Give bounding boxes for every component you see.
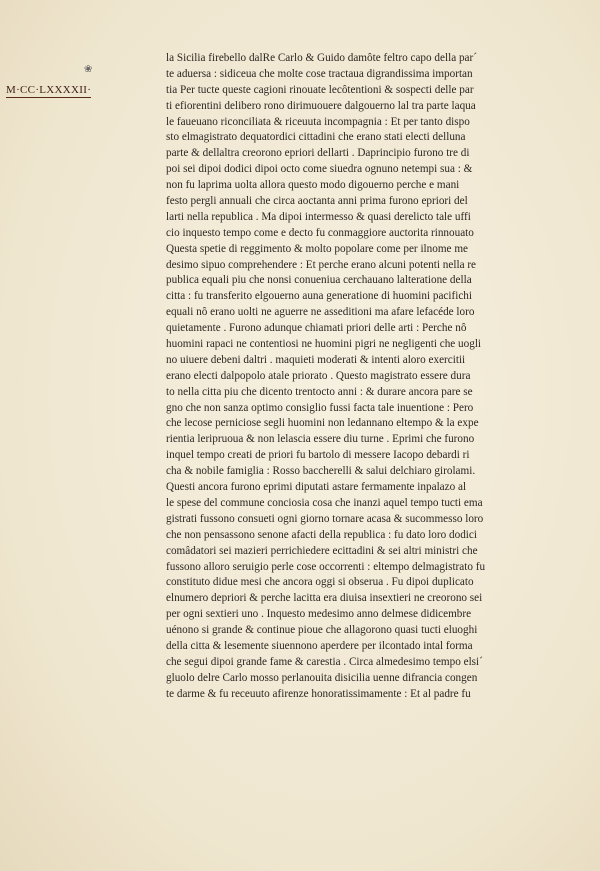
text-line: sto elmagistrato dequatordici cittadini che erano stati electi delluna xyxy=(166,131,466,144)
text-line: rientia leripruoua & non lelascia essere diu turne . Eprimi che furono xyxy=(166,433,475,446)
text-line: per ogni sextieri uno . Inquesto medesimo anno delmese didicembre xyxy=(166,608,472,621)
gutter-ornament: ❀ xyxy=(84,64,93,75)
text-line: huomini rapaci ne contentiosi ne huomini pigri ne negligenti che uogli xyxy=(166,338,482,351)
text-line: le faueuano riconciliata & riceuuta incompagnia : Et per tanto dispo xyxy=(166,115,470,128)
text-line: poi sei dipoi dodici dipoi octo come siuedra ognuno netempi sua : & xyxy=(166,163,473,176)
text-line: uénono si grande & continue pioue che allagorono quasi tucti eluoghi xyxy=(166,624,478,637)
text-line: larti nella republica . Ma dipoi intermesso & quasi derelicto tale uffi xyxy=(166,210,471,223)
text-line: erano electi dalpopolo atale priorato . Questo magistrato essere dura xyxy=(166,369,471,382)
text-line: publica equali piu che nonsi conueniua cerchauano lalteratione della xyxy=(166,274,472,287)
text-line: parte & dellaltra creorono epriori dellarti . Daprincipio furono tre di xyxy=(166,147,470,160)
text-line: della citta & lesemente siuennono aperdere per ilcontado intal forma xyxy=(166,639,473,652)
text-line: equali nô erano uolti ne aguerre ne asseditioni ma afare lefacéde loro xyxy=(166,306,475,319)
text-line: elnumero depriori & perche lacitta era diuisa insextieri ne creorono sei xyxy=(166,592,483,605)
body-text xyxy=(166,51,558,703)
text-line: te darme & fu receuuto afirenze honoratissimamente : Et al padre fu xyxy=(166,687,471,700)
marginal-year-note: M·CC·LXXXXII· xyxy=(6,84,92,96)
text-line: fussono alloro seruigio perle cose occorrenti : eltempo delmagistrato fu xyxy=(166,560,486,573)
text-line: desimo sipuo comprehendere : Et perche erano alcuni potenti nella re xyxy=(166,258,477,271)
text-line: Questi ancora furono eprimi diputati astare fermamente inpalazo al xyxy=(166,481,467,494)
text-line: gluolo delre Carlo mosso perlanouita disicilia uenne difrancia congen xyxy=(166,671,478,684)
text-line: inquel tempo creati de priori fu bartolo di messere Iacopo debardi ri xyxy=(166,449,470,462)
text-line: Questa spetie di reggimento & molto popolare come per ilnome me xyxy=(166,242,468,255)
text-line: to nella citta piu che dicento trentocto anni : & durare ancora pare se xyxy=(166,385,473,398)
text-line: gistrati fussono consueti ogni giorno tornare acasa & sucommesso loro xyxy=(166,512,484,525)
text-line: te aduersa : sidiceua che molte cose tractaua digrandissima importan xyxy=(166,67,473,80)
text-line: festo pergli annuali che circa aoctanta anni prima furono epriori del xyxy=(166,195,468,208)
text-line: comâdatori sei mazieri perrichiedere ecittadini & sei altri ministri che xyxy=(166,544,478,557)
text-line: no uiuere debeni daltri . maquieti moderati & intenti aloro exercitii xyxy=(166,353,466,366)
text-line: che segui dipoi grande fame & carestia . Circa almedesimo tempo elsi´ xyxy=(166,655,483,668)
text-line: cha & nobile famiglia : Rosso baccherelli & salui delchiaro girolami. xyxy=(166,465,476,478)
text-line: la Sicilia firebello dalRe Carlo & Guido damôte feltro capo della par´ xyxy=(166,52,477,64)
text-line: non fu laprima uolta allora questo modo digouerno perche e mani xyxy=(166,179,460,192)
text-line: che non pensassono senone afacti della republica : fu dato loro dodici xyxy=(166,528,477,541)
text-line: citta : fu transferito elgouerno auna generatione di huomini pacifichi xyxy=(166,290,472,303)
text-line: ti efiorentini delibero rono dirimuouere dalgouerno lal tra parte laqua xyxy=(166,99,476,112)
text-line: che lecose perniciose segli huomini non ledannano eltempo & la expe xyxy=(166,417,479,430)
text-line: gno che non sanza optimo consiglio fussi facta tale inuentione : Pero xyxy=(166,401,474,414)
text-line: cio inquesto tempo come e decto fu conmaggiore auctorita rinnouato xyxy=(166,226,474,239)
text-line: tia Per tucte queste cagioni rinouate lecôtentioni & sospecti delle par xyxy=(166,83,474,96)
text-line: constituto didue mesi che ancora oggi si obseruа . Fu dipoi duplicato xyxy=(166,576,474,589)
text-line: quietamente . Furono adunque chiamati priori delle arti : Perche nô xyxy=(166,322,467,335)
text-line: le spese del commune conciosia cosa che inanzi aquel tempo tucti ema xyxy=(166,496,483,509)
